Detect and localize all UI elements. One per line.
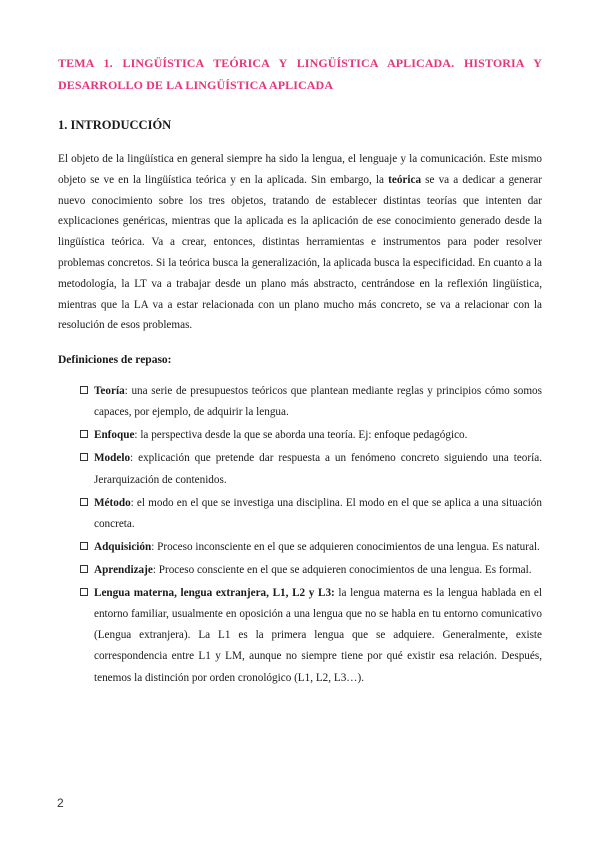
intro-bold-term: teórica xyxy=(388,173,422,186)
definition-item xyxy=(80,560,542,581)
definition-item xyxy=(80,537,542,558)
definition-item xyxy=(80,493,542,535)
definitions-list xyxy=(80,381,542,689)
definition-text: : el modo en el que se investiga una disciplina. El modo en el que se aplica a una situación concreta. xyxy=(94,496,542,530)
definition-item xyxy=(80,448,542,490)
checkbox-icon xyxy=(80,386,88,394)
definition-term: Adquisición xyxy=(94,540,152,553)
definition-term: Teoría xyxy=(94,385,125,398)
definition-text: : explicación que pretende dar respuesta a un fenómeno concreto siguiendo una teoría. Jerarquización de contenidos. xyxy=(94,452,542,486)
definition-term: Modelo xyxy=(94,452,131,465)
intro-paragraph xyxy=(58,149,542,336)
definition-item xyxy=(80,381,542,423)
checkbox-icon xyxy=(80,565,88,573)
definition-term: Lengua materna, lengua extranjera, L1, L2 y L3: xyxy=(94,586,335,599)
definition-term: Aprendizaje xyxy=(94,563,153,576)
definition-text: : una serie de presupuestos teóricos que plantean mediante reglas y principios cómo somos capaces, por ejemplo, de adquirir la lengua. xyxy=(94,385,542,419)
section-heading-introduction: 1. INTRODUCCIÓN xyxy=(58,118,172,132)
checkbox-icon xyxy=(80,588,88,596)
page-number: 2 xyxy=(57,796,64,810)
document-title: TEMA 1. LINGÜÍSTICA TEÓRICA Y LINGÜÍSTICA APLICADA. HISTORIA Y DESARROLLO DE LA LINGÜÍSTICA APLICADA xyxy=(58,56,542,92)
definitions-heading: Definiciones de repaso: xyxy=(58,354,172,367)
intro-text-part2: se va a dedicar a generar nuevo conocimiento sobre los tres objetos, tratando de establecer distintas teorías que intenten dar explicaciones genéricas, mientras que la aplicada es la aplicación de ese conocimiento generado desde la lingüística teórica. Va a crear, entonces, distintas herramientas e instrumentos para poder resolver problemas concretos. Si la teórica busca la generalización, la aplicada busca la especificidad. En cuanto a la metodología, la LT va a trabajar desde un plano más abstracto, centrándose en la reflexión lingüística, mientras que la LA va a estar relacionada con un plano mucho más concreto, se va a relacionar con la resolución de esos problemas. xyxy=(58,173,542,332)
definition-term: Enfoque xyxy=(94,429,135,442)
intro-text-part1: El objeto de la lingüística en general siempre ha sido la lengua, el lenguaje y la comunicación. Este mismo objeto se ve en la lingüística teórica y en la aplicada. Sin embargo, la xyxy=(58,153,542,186)
checkbox-icon xyxy=(80,498,88,506)
definition-item xyxy=(80,425,542,446)
definition-text: : Proceso inconsciente en el que se adquieren conocimientos de una lengua. Es natural. xyxy=(151,540,540,553)
definition-item xyxy=(80,583,542,689)
definition-term: Método xyxy=(94,496,131,509)
checkbox-icon xyxy=(80,430,88,438)
definition-text: : Proceso consciente en el que se adquieren conocimientos de una lengua. Es formal. xyxy=(152,563,532,576)
checkbox-icon xyxy=(80,542,88,550)
definition-text: : la perspectiva desde la que se aborda una teoría. Ej: enfoque pedagógico. xyxy=(134,429,468,442)
document-page xyxy=(58,52,542,691)
checkbox-icon xyxy=(80,453,88,461)
definition-text: la lengua materna es la lengua hablada en el entorno familiar, usualmente en oposición a una lengua que no se habla en tu entorno comunicativo (Lengua extranjera). La L1 es la primera lengua que se adquiere. Generalmente, existe correspondencia entre L1 y LM, aunque no siempre tiene por qué existir esa relación. Después, tenemos la distinción por orden cronológico (L1, L2, L3…). xyxy=(94,586,542,684)
